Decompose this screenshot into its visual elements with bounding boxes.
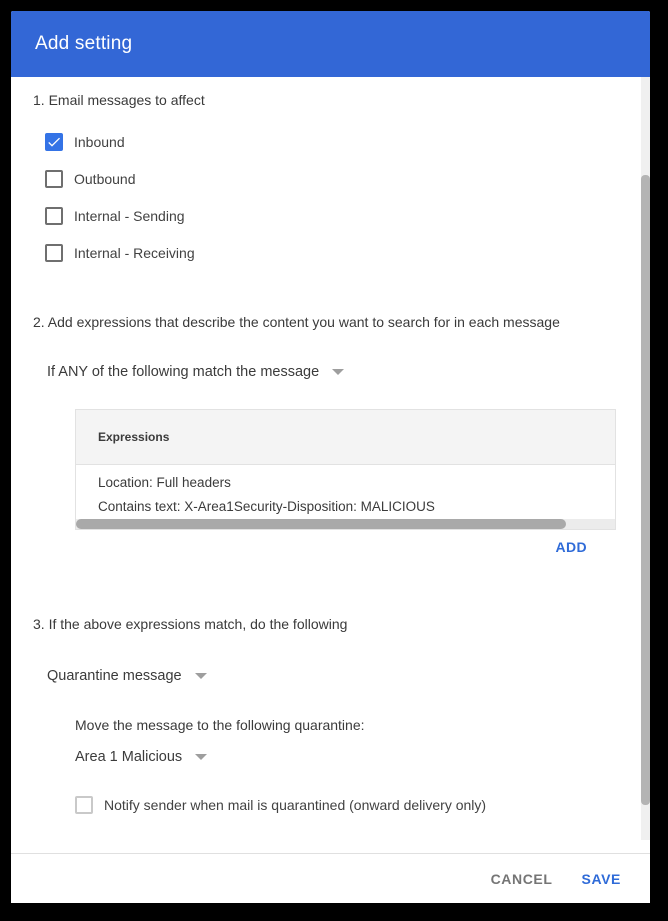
quarantine-instruction: Move the message to the following quarantine:	[75, 717, 365, 733]
vertical-scrollbar-thumb[interactable]	[641, 175, 650, 805]
save-button[interactable]: SAVE	[581, 870, 621, 887]
checkbox-label: Internal - Receiving	[74, 245, 195, 261]
quarantine-dropdown[interactable]	[75, 749, 207, 765]
dialog-title: Add setting	[35, 33, 133, 54]
inbound-checkbox[interactable]	[45, 133, 63, 151]
action-dropdown[interactable]	[47, 668, 207, 684]
vertical-scrollbar-track[interactable]	[641, 77, 650, 840]
expression-row: Contains text: X-Area1Security-Disposition: MALICIOUS	[98, 499, 435, 514]
checkbox-label: Internal - Sending	[74, 208, 185, 224]
dropdown-arrow-icon	[195, 673, 207, 679]
expressions-table-body	[76, 465, 615, 519]
match-condition-dropdown[interactable]	[47, 364, 344, 380]
expressions-table	[75, 409, 616, 530]
internal-receiving-checkbox[interactable]	[45, 244, 63, 262]
internal-sending-checkbox[interactable]	[45, 207, 63, 225]
section-3-heading: 3. If the above expressions match, do the following	[33, 616, 348, 632]
checkbox-label: Notify sender when mail is quarantined (onward delivery only)	[104, 797, 487, 813]
outbound-checkbox[interactable]	[45, 170, 63, 188]
quarantine-dropdown-value: Area 1 Malicious	[75, 749, 183, 765]
section-2-heading: 2. Add expressions that describe the content you want to search for in each message	[33, 314, 560, 330]
add-setting-dialog	[11, 11, 650, 903]
checkbox-row-inbound[interactable]	[45, 132, 125, 152]
checkbox-row-notify-sender[interactable]	[75, 795, 486, 815]
action-dropdown-value: Quarantine message	[47, 668, 182, 684]
expressions-column-header: Expressions	[98, 430, 170, 444]
checkbox-label: Inbound	[74, 134, 125, 150]
dropdown-arrow-icon	[195, 754, 207, 760]
checkbox-row-internal-receiving[interactable]	[45, 243, 195, 263]
dialog-footer	[11, 853, 650, 903]
notify-sender-checkbox[interactable]	[75, 796, 93, 814]
checkbox-row-outbound[interactable]	[45, 169, 136, 189]
horizontal-scrollbar-track[interactable]	[76, 519, 615, 529]
match-condition-value: If ANY of the following match the message	[47, 364, 320, 380]
checkbox-row-internal-sending[interactable]	[45, 206, 185, 226]
checkmark-icon	[46, 134, 62, 150]
cancel-button[interactable]: CANCEL	[490, 870, 553, 887]
expressions-table-header	[76, 410, 615, 465]
dropdown-arrow-icon	[332, 369, 344, 375]
expression-row: Location: Full headers	[98, 475, 231, 490]
section-1-heading: 1. Email messages to affect	[33, 92, 205, 108]
add-expression-button[interactable]: ADD	[555, 539, 587, 555]
dialog-header	[11, 11, 650, 77]
checkbox-label: Outbound	[74, 171, 136, 187]
horizontal-scrollbar-thumb[interactable]	[76, 519, 566, 529]
